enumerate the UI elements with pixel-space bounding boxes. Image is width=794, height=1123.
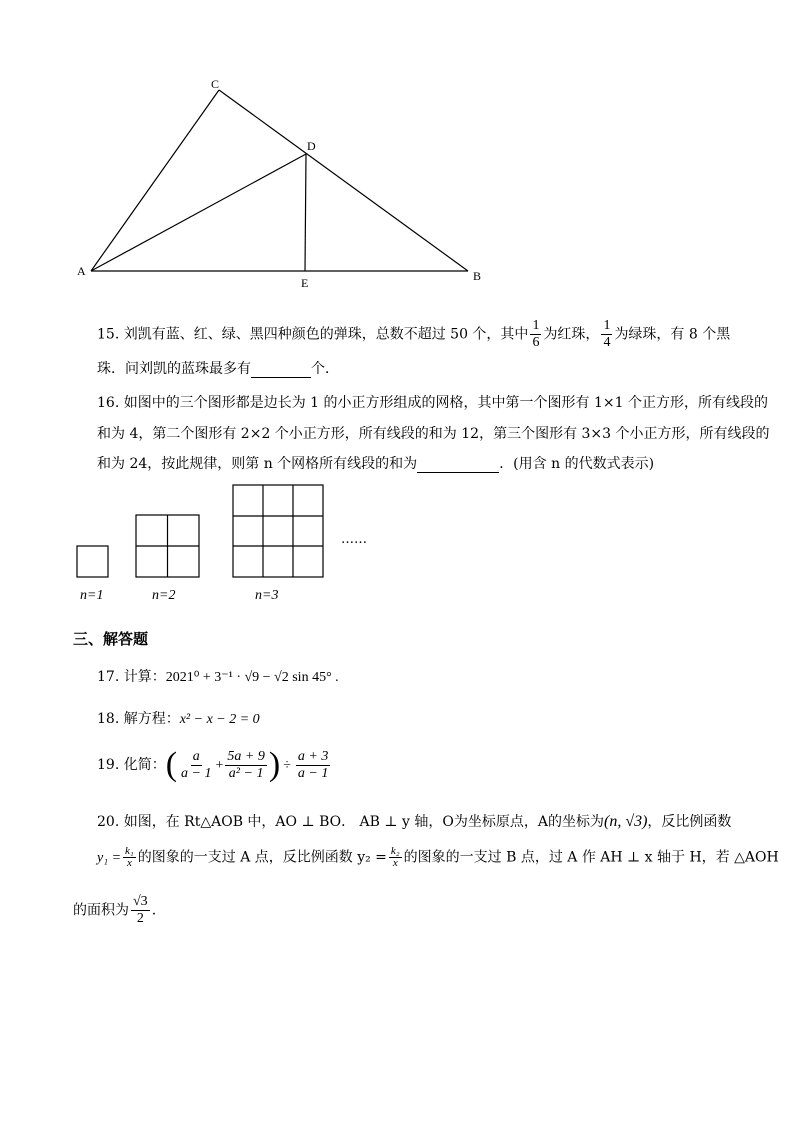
q20-text-3b: . [151, 902, 157, 919]
q19-plus: + [215, 758, 224, 773]
frac-num: k₁ [125, 845, 134, 857]
q17-number: 17. [97, 669, 120, 685]
triangle-figure [70, 72, 500, 297]
q19-fraction-2 [225, 749, 266, 782]
q17-lead: 计算： [123, 669, 166, 685]
frac-den: a − 1 [181, 765, 212, 781]
q17-expression: 2021⁰ + 3⁻¹ · √9 − √2 sin 45° . [165, 670, 339, 685]
label-b: B [473, 269, 482, 283]
q19-fraction-3 [296, 749, 330, 782]
q16-text-line1: 如图中的三个图形都是边长为 1 的小正方形组成的网格，其中第一个图形有 1×1 个正方形，所有线段的 [123, 395, 768, 411]
q19-line [97, 746, 332, 784]
frac-num: a + 3 [297, 748, 329, 764]
label-a: A [77, 264, 86, 278]
q20-k2-fraction [389, 846, 402, 869]
q20-coordinate: (n, √3) [603, 813, 648, 830]
section-title: 三、解答题 [73, 630, 149, 648]
right-paren: ) [268, 746, 281, 783]
segment-ac [91, 90, 219, 271]
frac-den: a − 1 [297, 765, 329, 781]
grid-label-n1: n=1 [80, 588, 104, 603]
segment-de [305, 154, 306, 271]
frac-den: 6 [532, 335, 540, 350]
q20-k1-fraction [123, 846, 136, 869]
frac-den: 2 [136, 911, 144, 926]
frac-num: 1 [532, 318, 540, 333]
q18-line [97, 708, 260, 728]
frac-num: k₂ [390, 845, 400, 857]
answer-blank[interactable] [251, 361, 311, 378]
frac-num: a [192, 748, 200, 764]
q20-text-2b: 的图象的一支过 B 点，过 A 作 AH ⊥ x 轴于 H，若 △AOH [403, 849, 779, 866]
frac-den: 4 [603, 335, 611, 350]
q15-number: 15. [97, 326, 120, 343]
grid-n3 [233, 485, 323, 577]
left-paren: ( [165, 746, 178, 783]
label-c: C [211, 77, 220, 91]
q20-area-fraction [131, 894, 150, 927]
q20-text-1b: ，反比例函数 [647, 814, 732, 830]
q19-number: 19. [97, 757, 120, 773]
q16-line3 [97, 453, 654, 473]
frac-num: √3 [133, 894, 148, 909]
q15-text-part2: 为红珠， [543, 326, 600, 343]
grid-figures [70, 480, 380, 585]
q19-fraction-1 [179, 749, 213, 782]
frac-den: a² − 1 [228, 765, 264, 781]
q16-line2 [97, 423, 770, 443]
q15-text-line2a: 珠．问刘凯的蓝珠最多有 [97, 361, 251, 377]
q20-text-3a: 的面积为 [73, 902, 129, 919]
segment-ad [91, 154, 306, 271]
q16-text-line3b: ．(用含 n 的代数式表示) [499, 456, 655, 472]
q16-line1 [97, 392, 768, 412]
q15-text-part3: 为绿珠，有 8 个黑 [614, 326, 731, 343]
q20-line2 [97, 846, 779, 869]
frac-num: 1 [603, 318, 611, 333]
q20-text-2a: 的图象的一支过 A 点，反比例函数 y₂ = [137, 849, 387, 866]
q20-y1: y₁ = [97, 850, 122, 866]
q20-line3 [73, 894, 156, 927]
grid-ellipsis: …… [341, 532, 367, 547]
q15-text-part1: 刘凯有蓝、红、绿、黑四种颜色的弹珠，总数不超过 50 个，其中 [123, 326, 529, 343]
q20-text-1a: 如图，在 Rt△AOB 中，AO ⊥ BO． AB ⊥ y 轴，O为坐标原点，A的坐标为 [123, 814, 604, 830]
fraction-one-sixth [530, 318, 541, 351]
label-d: D [307, 139, 316, 153]
frac-num: 5a + 9 [227, 748, 265, 764]
q19-lead: 化简： [123, 757, 166, 773]
frac-den: x [392, 857, 398, 869]
q16-text-line2: 和为 4，第二个图形有 2×2 个小正方形，所有线段的和为 12，第三个图形有 3×3 个小正方形，所有线段的 [97, 426, 770, 442]
q15-line1 [97, 318, 730, 351]
grid-label-n2: n=2 [152, 588, 176, 603]
grid-label-n3: n=3 [255, 588, 279, 603]
q20-line1 [97, 811, 731, 831]
grid-n1 [77, 546, 108, 577]
q19-divide: ÷ [283, 758, 291, 773]
q18-equation: x² − x − 2 = 0 [179, 712, 260, 727]
label-e: E [301, 276, 309, 290]
q17-line [97, 666, 339, 686]
q15-text-line2b: 个． [311, 361, 339, 377]
q18-number: 18. [97, 711, 120, 727]
fraction-one-fourth [601, 318, 612, 351]
answer-blank[interactable] [417, 456, 499, 473]
q16-number: 16. [97, 395, 120, 411]
q20-number: 20. [97, 814, 120, 830]
q16-text-line3a: 和为 24，按此规律，则第 n 个网格所有线段的和为 [97, 456, 418, 472]
q18-lead: 解方程： [123, 711, 180, 727]
q15-line2 [97, 358, 339, 378]
frac-den: x [126, 857, 132, 869]
